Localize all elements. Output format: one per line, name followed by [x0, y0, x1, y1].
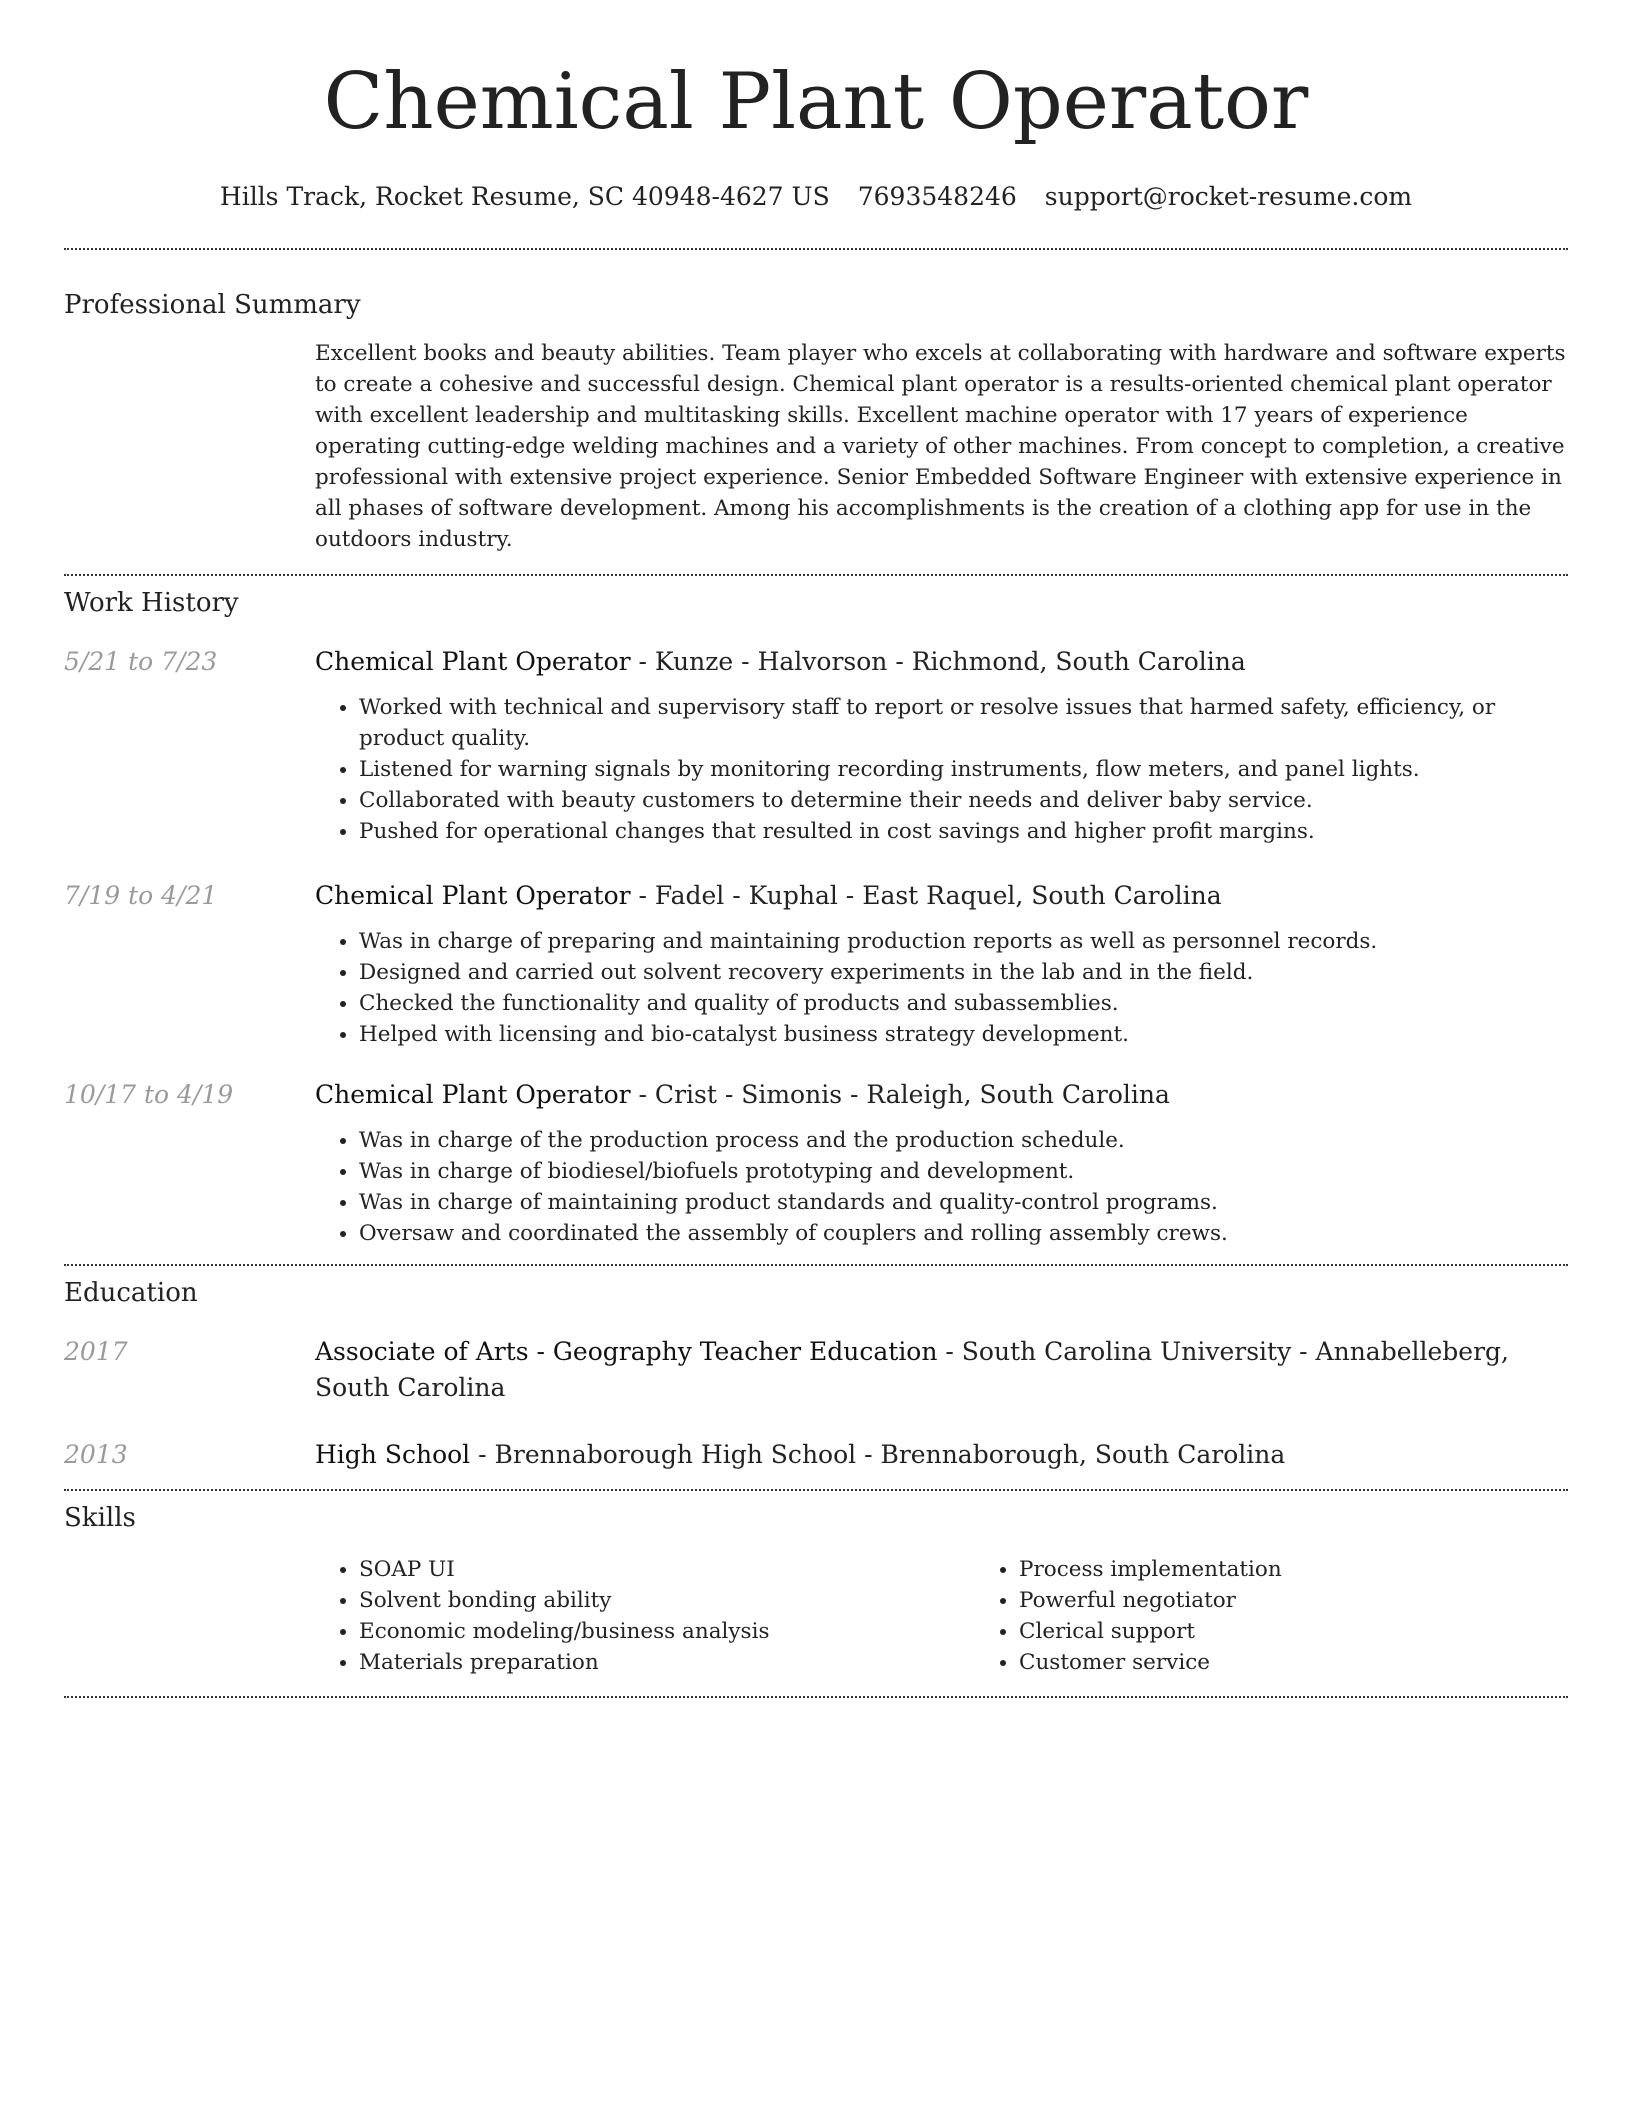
list-item: • Was in charge of maintaining product standards and quality-control programs.	[359, 1187, 1568, 1218]
list-item: • Designed and carried out solvent recovery experiments in the lab and in the field.	[359, 957, 1568, 988]
job-employer-location: - Fadel - Kuphal - East Raquel, South Carolina	[630, 881, 1222, 910]
contact-email: support@rocket-resume.com	[1044, 182, 1413, 211]
education-heading	[315, 1334, 1568, 1406]
job-role: Chemical Plant Operator	[315, 881, 631, 910]
job-entry	[64, 878, 1568, 1050]
list-item: • Checked the functionality and quality of products and subassemblies.	[359, 988, 1568, 1019]
skill-item: • Customer service	[1019, 1647, 1632, 1678]
work-history-section	[64, 586, 1568, 1249]
education-school-location: - Brennaborough High School - Brennaborough, South Carolina	[470, 1440, 1286, 1469]
list-item: • Was in charge of biodiesel/biofuels prototyping and development.	[359, 1156, 1568, 1187]
job-role: Chemical Plant Operator	[315, 647, 631, 676]
job-heading	[315, 1077, 1568, 1113]
summary-text: Excellent books and beauty abilities. Team player who excels at collaborating with hardware and software experts to create a cohesive and successful design. Chemical plant operator is a results-oriented chemical plant operator with excellent leadership and multitasking skills. Excellent machine operator with 17 years of experience operating cutting-edge welding machines and a variety of other machines. From concept to completion, a creative professional with extensive project experience. Senior Embedded Software Engineer with extensive experience in all phases of software development. Among his accomplishments is the creation of a clothing app for use in the outdoors industry.	[315, 341, 1566, 552]
education-entry	[64, 1437, 1568, 1473]
skill-item: • Economic modeling/business analysis	[359, 1616, 975, 1647]
job-entry	[64, 1077, 1568, 1249]
skills-column-1	[315, 1554, 975, 1678]
education-year: 2017	[64, 1337, 128, 1366]
education-year: 2013	[64, 1440, 128, 1469]
list-item: • Pushed for operational changes that resulted in cost savings and higher profit margins.	[359, 816, 1568, 847]
job-bullets	[315, 926, 1568, 1050]
candidate-name: Chemical Plant Operator	[323, 57, 1309, 147]
job-heading	[315, 644, 1568, 680]
list-item: • Was in charge of the production process and the production schedule.	[359, 1125, 1568, 1156]
skills-column-2	[975, 1554, 1632, 1678]
contact-address: Hills Track, Rocket Resume, SC 40948-4627 US	[219, 182, 830, 211]
job-bullets	[315, 692, 1568, 847]
list-item: • Collaborated with beauty customers to determine their needs and deliver baby service.	[359, 785, 1568, 816]
list-item: • Worked with technical and supervisory staff to report or resolve issues that harmed safety, efficiency, or product quality.	[359, 692, 1568, 754]
job-dates: 5/21 to 7/23	[64, 647, 218, 676]
section-title-work-history: Work History	[64, 588, 239, 618]
education-heading	[315, 1437, 1568, 1473]
skill-item: • Process implementation	[1019, 1554, 1632, 1585]
resume-header	[64, 50, 1568, 214]
contact-phone: 7693548246	[857, 182, 1017, 211]
job-entry	[64, 644, 1568, 847]
job-role: Chemical Plant Operator	[315, 1080, 631, 1109]
section-divider	[64, 574, 1568, 576]
skill-item: • Powerful negotiator	[1019, 1585, 1632, 1616]
summary-section	[64, 288, 1568, 555]
job-bullets	[315, 1125, 1568, 1249]
section-title-skills: Skills	[64, 1503, 136, 1533]
skill-item: • Materials preparation	[359, 1647, 975, 1678]
list-item: • Listened for warning signals by monitoring recording instruments, flow meters, and panel lights.	[359, 754, 1568, 785]
skills-grid	[315, 1554, 1632, 1678]
section-divider	[64, 248, 1568, 250]
job-dates: 7/19 to 4/21	[64, 881, 218, 910]
contact-line	[64, 180, 1568, 214]
section-divider	[64, 1489, 1568, 1491]
education-school-location: - South Carolina University - Annabelleberg, South Carolina	[315, 1337, 1509, 1402]
list-item: • Was in charge of preparing and maintaining production reports as well as personnel records.	[359, 926, 1568, 957]
skill-item: • Solvent bonding ability	[359, 1585, 975, 1616]
job-employer-location: - Crist - Simonis - Raleigh, South Carolina	[630, 1080, 1170, 1109]
section-title-summary: Professional Summary	[64, 290, 361, 320]
education-degree: High School	[315, 1440, 471, 1469]
job-dates: 10/17 to 4/19	[64, 1080, 234, 1109]
education-section	[64, 1276, 1568, 1473]
skill-item: • SOAP UI	[359, 1554, 975, 1585]
list-item: • Oversaw and coordinated the assembly of couplers and rolling assembly crews.	[359, 1218, 1568, 1249]
job-heading	[315, 878, 1568, 914]
job-employer-location: - Kunze - Halvorson - Richmond, South Carolina	[630, 647, 1246, 676]
list-item: • Helped with licensing and bio-catalyst business strategy development.	[359, 1019, 1568, 1050]
skills-section	[64, 1501, 1568, 1678]
skill-item: • Clerical support	[1019, 1616, 1632, 1647]
section-divider	[64, 1264, 1568, 1266]
education-degree: Associate of Arts - Geography Teacher Education	[315, 1337, 938, 1366]
section-title-education: Education	[64, 1278, 198, 1308]
education-entry	[64, 1334, 1568, 1406]
section-divider	[64, 1696, 1568, 1698]
